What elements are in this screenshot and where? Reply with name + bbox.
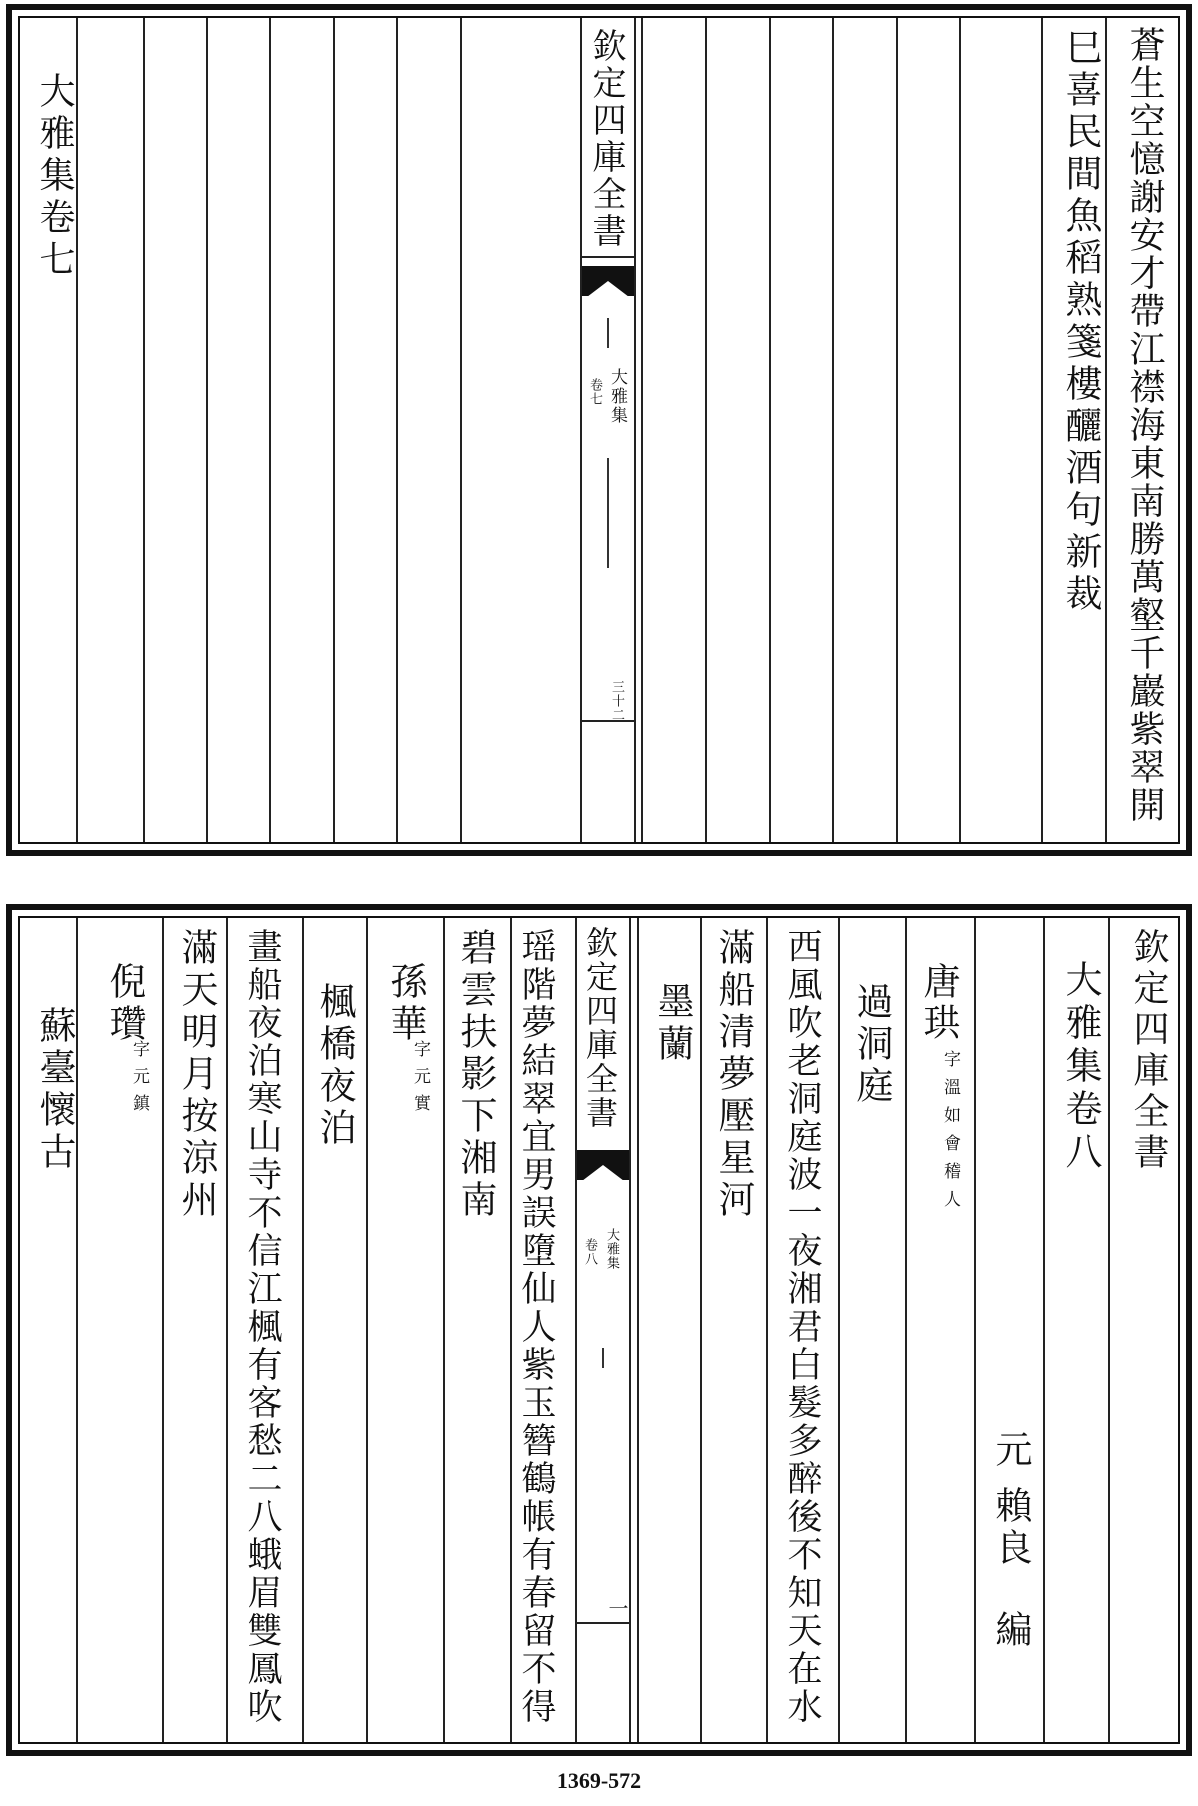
volume-end-title: 大雅集卷七	[34, 72, 75, 282]
column-rule	[1043, 918, 1045, 1742]
compiler-name: 賴良	[989, 1486, 1032, 1570]
tick	[607, 458, 609, 568]
column-rule	[302, 918, 304, 1742]
fish-tail-mark	[577, 1150, 629, 1180]
poem-line: 滿船清夢壓星河	[712, 928, 755, 1222]
compiler-dynasty: 元	[989, 1430, 1032, 1472]
column-rule	[905, 918, 907, 1742]
column-rule	[226, 918, 228, 1742]
column-rule	[206, 18, 208, 842]
center-header: 欽定四庫全書	[581, 926, 619, 1130]
volume-title: 大雅集卷八	[1059, 960, 1102, 1175]
column-rule	[143, 18, 145, 842]
divider	[577, 1622, 629, 1624]
fish-tail-mark	[582, 266, 634, 296]
poem-line: 瑶階夢結翠宜男誤墮仙人紫玉簪鶴帳有春留不得	[516, 928, 556, 1726]
center-header: 欽定四庫全書	[586, 28, 626, 250]
poet-name: 孫華	[384, 962, 427, 1046]
poet-note: 字元實	[410, 1040, 430, 1121]
column-rule	[333, 18, 335, 842]
column-rule	[766, 918, 768, 1742]
poet-note: 字溫如會稽人	[940, 1050, 960, 1218]
center-book-title: 大雅集	[607, 368, 627, 425]
book-header: 欽定四庫全書	[1128, 928, 1169, 1174]
text-column: 蒼生空憶謝安才帶江襟海東南勝萬壑千巖紫翠開	[1124, 26, 1165, 824]
center-fold-strip	[575, 918, 631, 1742]
column-rule	[460, 18, 462, 842]
center-juan: 卷八	[582, 1238, 597, 1266]
column-rule	[1105, 18, 1107, 842]
column-rule	[1108, 918, 1110, 1742]
column-rule	[705, 18, 707, 842]
center-fold-strip	[580, 18, 636, 842]
column-rule	[76, 918, 78, 1742]
column-rule	[769, 18, 771, 842]
divider	[582, 720, 634, 722]
center-folio: 三十二	[609, 680, 624, 722]
column-rule	[838, 918, 840, 1742]
column-rule	[832, 18, 834, 842]
divider	[582, 256, 634, 258]
poem-line: 西風吹老洞庭波一夜湘君白髮多醉後不知天在水	[782, 928, 822, 1726]
tick	[602, 1348, 604, 1368]
top-page	[6, 4, 1192, 856]
compiler-role: 編	[989, 1610, 1032, 1652]
column-rule	[510, 918, 512, 1742]
column-rule	[269, 18, 271, 842]
column-rule	[974, 918, 976, 1742]
poet-name: 唐珙	[917, 962, 960, 1044]
poem-line: 畫船夜泊寒山寺不信江楓有客愁二八蛾眉雙鳳吹	[242, 928, 282, 1726]
column-rule	[1041, 18, 1043, 842]
column-rule	[637, 918, 639, 1742]
bottom-page	[6, 904, 1192, 1756]
text-column: 巳喜民間魚稻熟箋樓釃酒句新裁	[1059, 28, 1102, 616]
poem-line: 碧雲扶影下湘南	[454, 928, 497, 1222]
center-book-title: 大雅集	[604, 1228, 619, 1270]
poem-title: 過洞庭	[850, 982, 893, 1108]
column-rule	[76, 18, 78, 842]
column-rule	[366, 918, 368, 1742]
column-rule	[396, 18, 398, 842]
column-rule	[959, 18, 961, 842]
page-number: 1369-572	[556, 1768, 642, 1793]
column-rule	[896, 18, 898, 842]
center-folio: 一	[605, 1598, 629, 1619]
column-rule	[443, 918, 445, 1742]
poem-title: 墨蘭	[651, 982, 694, 1066]
center-juan: 卷七	[587, 378, 602, 406]
tick	[607, 318, 609, 348]
poet-name: 倪瓚	[103, 962, 146, 1046]
poem-line: 滿天明月按涼州	[175, 928, 218, 1222]
column-rule	[641, 18, 643, 842]
column-rule	[700, 918, 702, 1742]
column-rule	[162, 918, 164, 1742]
poet-note: 字元鎮	[129, 1040, 149, 1121]
poem-title: 蘇臺懷古	[33, 1006, 76, 1174]
poem-title: 楓橋夜泊	[313, 982, 356, 1150]
